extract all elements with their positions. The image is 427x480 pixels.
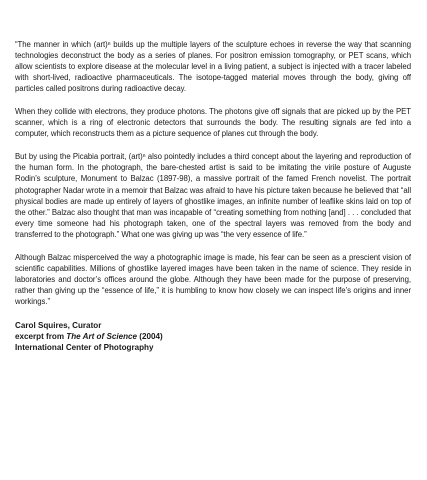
essay-paragraph-1: “The manner in which (art)ⁿ builds up the multiple layers of the sculpture echoes in reverse the way that scanning technologies deconstruct the body as a series of planes. For positron emission tomography, or PET scans, which allow scientists to explore disease at the molecular level in a living patient, a subject is injected with a tracer labeled with short-lived, radioactive pharmaceuticals. The isotope-tagged material moves through the body, giving off particles called positrons during radioactive decay. — [15, 40, 411, 94]
credit-excerpt — [15, 331, 411, 342]
essay-paragraph-4: Although Balzac misperceived the way a photographic image is made, his fear can be seen as a prescient vision of scientific capabilities. Millions of ghostlike layered images have been taken in the name of science. They reside in laboratories and doctor’s offices around the globe. Although they have been made for the purpose of preserving, rather than giving up the “essence of life,” it is humbling to know how closely we can inspect life’s origins and inner workings.” — [15, 252, 411, 306]
credit-block — [15, 320, 411, 354]
credit-book-year: (2004) — [137, 332, 163, 342]
credit-author: Carol Squires, Curator — [15, 320, 102, 330]
credit-book-title: The Art of Science — [66, 332, 138, 342]
credit-institution: International Center of Photography — [15, 343, 154, 353]
essay-paragraph-3: But by using the Picabia portrait, (art)ⁿ also pointedly includes a third concept about the layering and reproduction of the human form. In the photograph, the bare-chested artist is said to be imitating the virile posture of Auguste Rodin’s sculpture, Monument to Balzac (1897-98), a massive portrait of the famed French novelist. The portrait photographer Nadar wrote in a memoir that Balzac was afraid to have his picture taken because he believed that “all physical bodies are made up entirely of layers of ghostlike images, an infinite number of leaflike skins laid on top of the other.” Balzac also thought that man was incapable of “creating something from nothing [and] . . . concluded that every time someone had his photograph taken, one of the spectral layers was removed from the body and transferred to the photograph.” What one was giving up was “the very essence of life.” — [15, 152, 411, 239]
essay-text-block — [15, 39, 411, 354]
credit-excerpt-prefix: excerpt from — [15, 332, 67, 342]
essay-paragraph-2: When they collide with electrons, they produce photons. The photons give off signals that are picked up by the PET scanner, which is a ring of electronic detectors that surrounds the body. The resulting signals are fed into a computer, which reconstructs them as a picture sequence of planes cut through the body. — [15, 107, 411, 139]
